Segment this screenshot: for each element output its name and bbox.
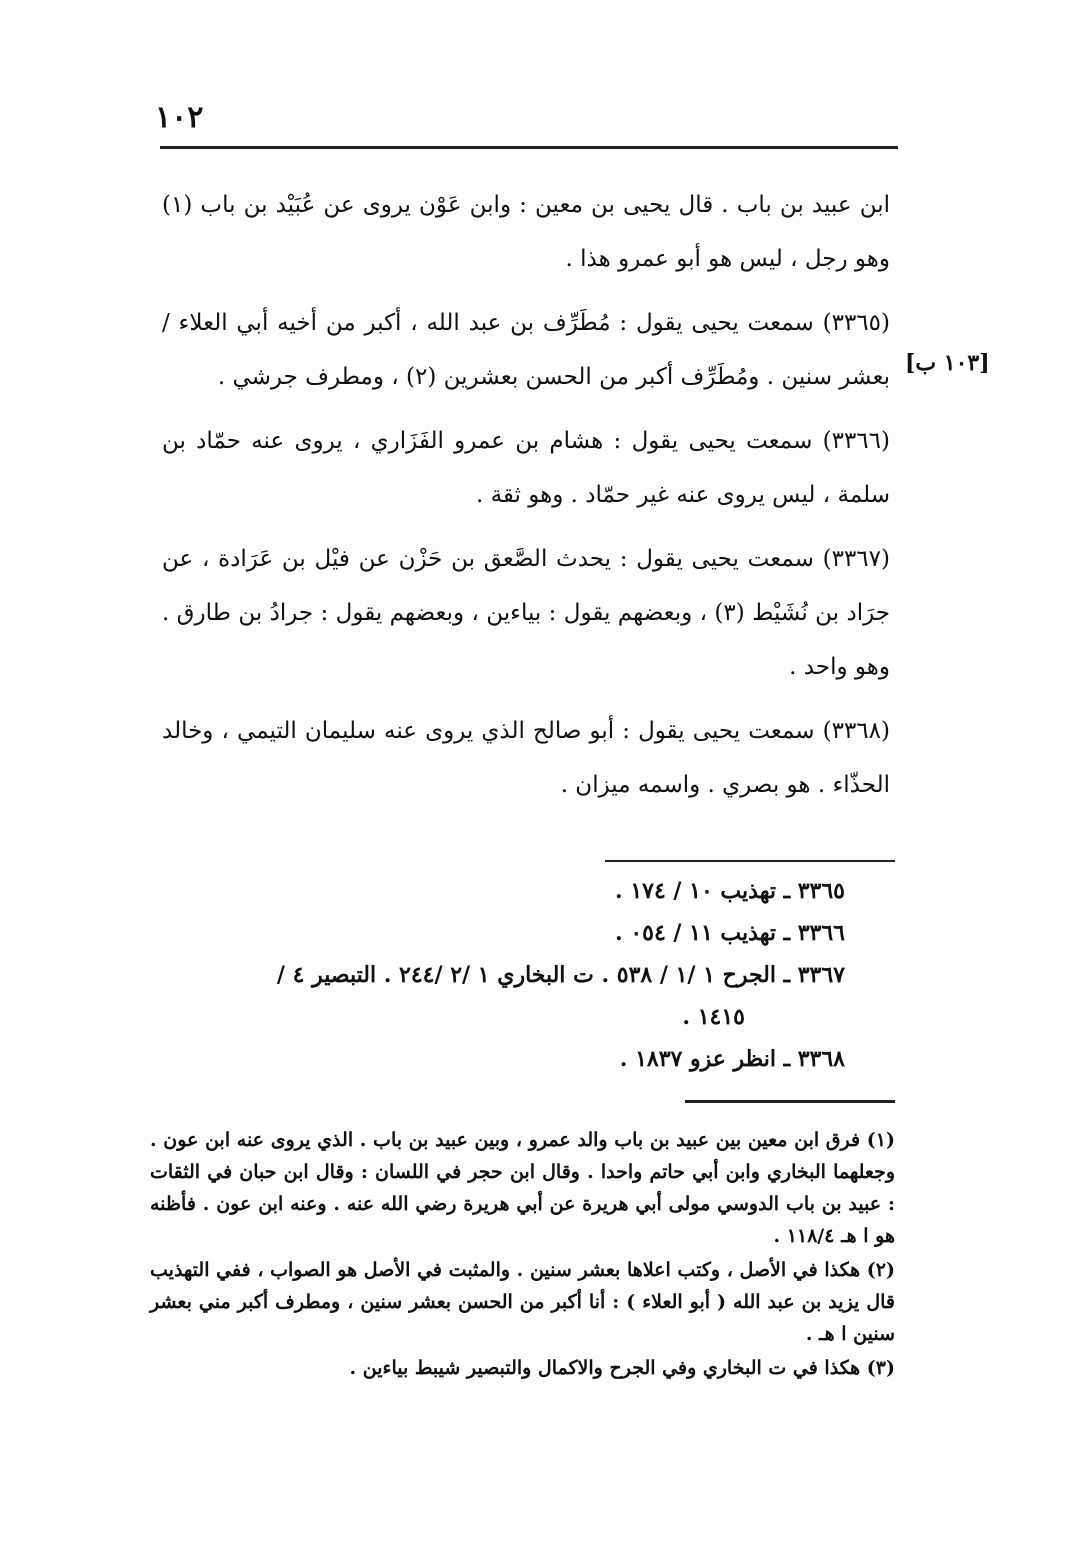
sources-list [150, 870, 845, 1080]
paragraph-3368: (٣٣٦٨) سمعت يحيى يقول : أبو صالح الذي يروى عنه سليمان التيمي ، وخالد الحذّاء . هو بصري . واسمه ميزان . [162, 718, 890, 798]
source-line: ٣٣٦٨ ـ انظر عزو ١٨٣٧ . [619, 1046, 845, 1072]
margin-folio-note: [١٠٣ ب] [905, 350, 990, 376]
source-line-continuation: ١٤١٥ . [682, 1004, 745, 1030]
footnotes-rule [685, 1100, 895, 1103]
source-line: ٣٣٦٧ ـ الجرح ١ /١ / ٥٣٨ . ت البخاري ١ /٢ /٢٤٤ . التبصير ٤ / [276, 962, 845, 988]
sources-rule [605, 860, 895, 862]
paragraph-3366: (٣٣٦٦) سمعت يحيى يقول : هشام بن عمرو الفَزَاري ، يروى عنه حمّاد بن سلمة ، ليس يروى عنه غير حمّاد . وهو ثقة . [162, 428, 890, 508]
paragraph-3367: (٣٣٦٧) سمعت يحيى يقول : يحدث الصَّعق بن حَزْن عن فيْل بن عَرَادة ، عن جرَاد بن نُشَيْط (٣) ، وبعضهم يقول : بياءين ، وبعضهم يقول : جرادُ بن طارق . وهو واحد . [162, 546, 890, 680]
footnote-1: (١) فرق ابن معين بين عبيد بن باب والد عمرو ، وبين عبيد بن باب . الذي يروى عنه ابن عون . وجعلهما البخاري وابن أبي حاتم واحدا . وقال ابن حجر في اللسان : وقال ابن حبان في الثقات : عبيد بن باب الدوسي مولى أبي هريرة عن أبي هريرة رضي الله عنه . وعنه ابن عون . فأظنه هو ا هـ ١١٨/٤ . [150, 1129, 895, 1247]
source-line: ٣٣٦٦ ـ تهذيب ١١ / ٠٥٤ . [614, 920, 845, 946]
paragraph-3365: (٣٣٦٥) سمعت يحيى يقول : مُطَرِّف بن عبد الله ، أكبر من أخيه أبي العلاء / بعشر سنين . ومُطَرِّف أكبر من الحسن بعشرين (٢) ، ومطرف جرشي . [162, 310, 890, 390]
footnote-2: (٢) هكذا في الأصل ، وكتب اعلاها بعشر سنين . والمثبت في الأصل هو الصواب ، ففي التهذيب قال يزيد بن عبد الله ( أبو العلاء ) : أنا أكبر من الحسن بعشر سنين ، ومطرف أكبر مني بعشر سنين ا هـ . [150, 1259, 895, 1345]
header-rule [160, 146, 898, 149]
footnotes [150, 1124, 895, 1386]
page-number: ١٠٢ [155, 100, 204, 135]
paragraph-continuation: ابن عبيد بن باب . قال يحيى بن معين : وابن عَوْن يروى عن عُبَيْد بن باب (١) وهو رجل ، ليس هو أبو عمرو هذا . [162, 192, 890, 272]
footnote-3: (٣) هكذا في ت البخاري وفي الجرح والاكمال والتبصير شيبط بياءين . [349, 1357, 895, 1379]
source-line: ٣٣٦٥ ـ تهذيب ١٠ / ١٧٤ . [614, 878, 845, 904]
main-text [162, 178, 890, 822]
